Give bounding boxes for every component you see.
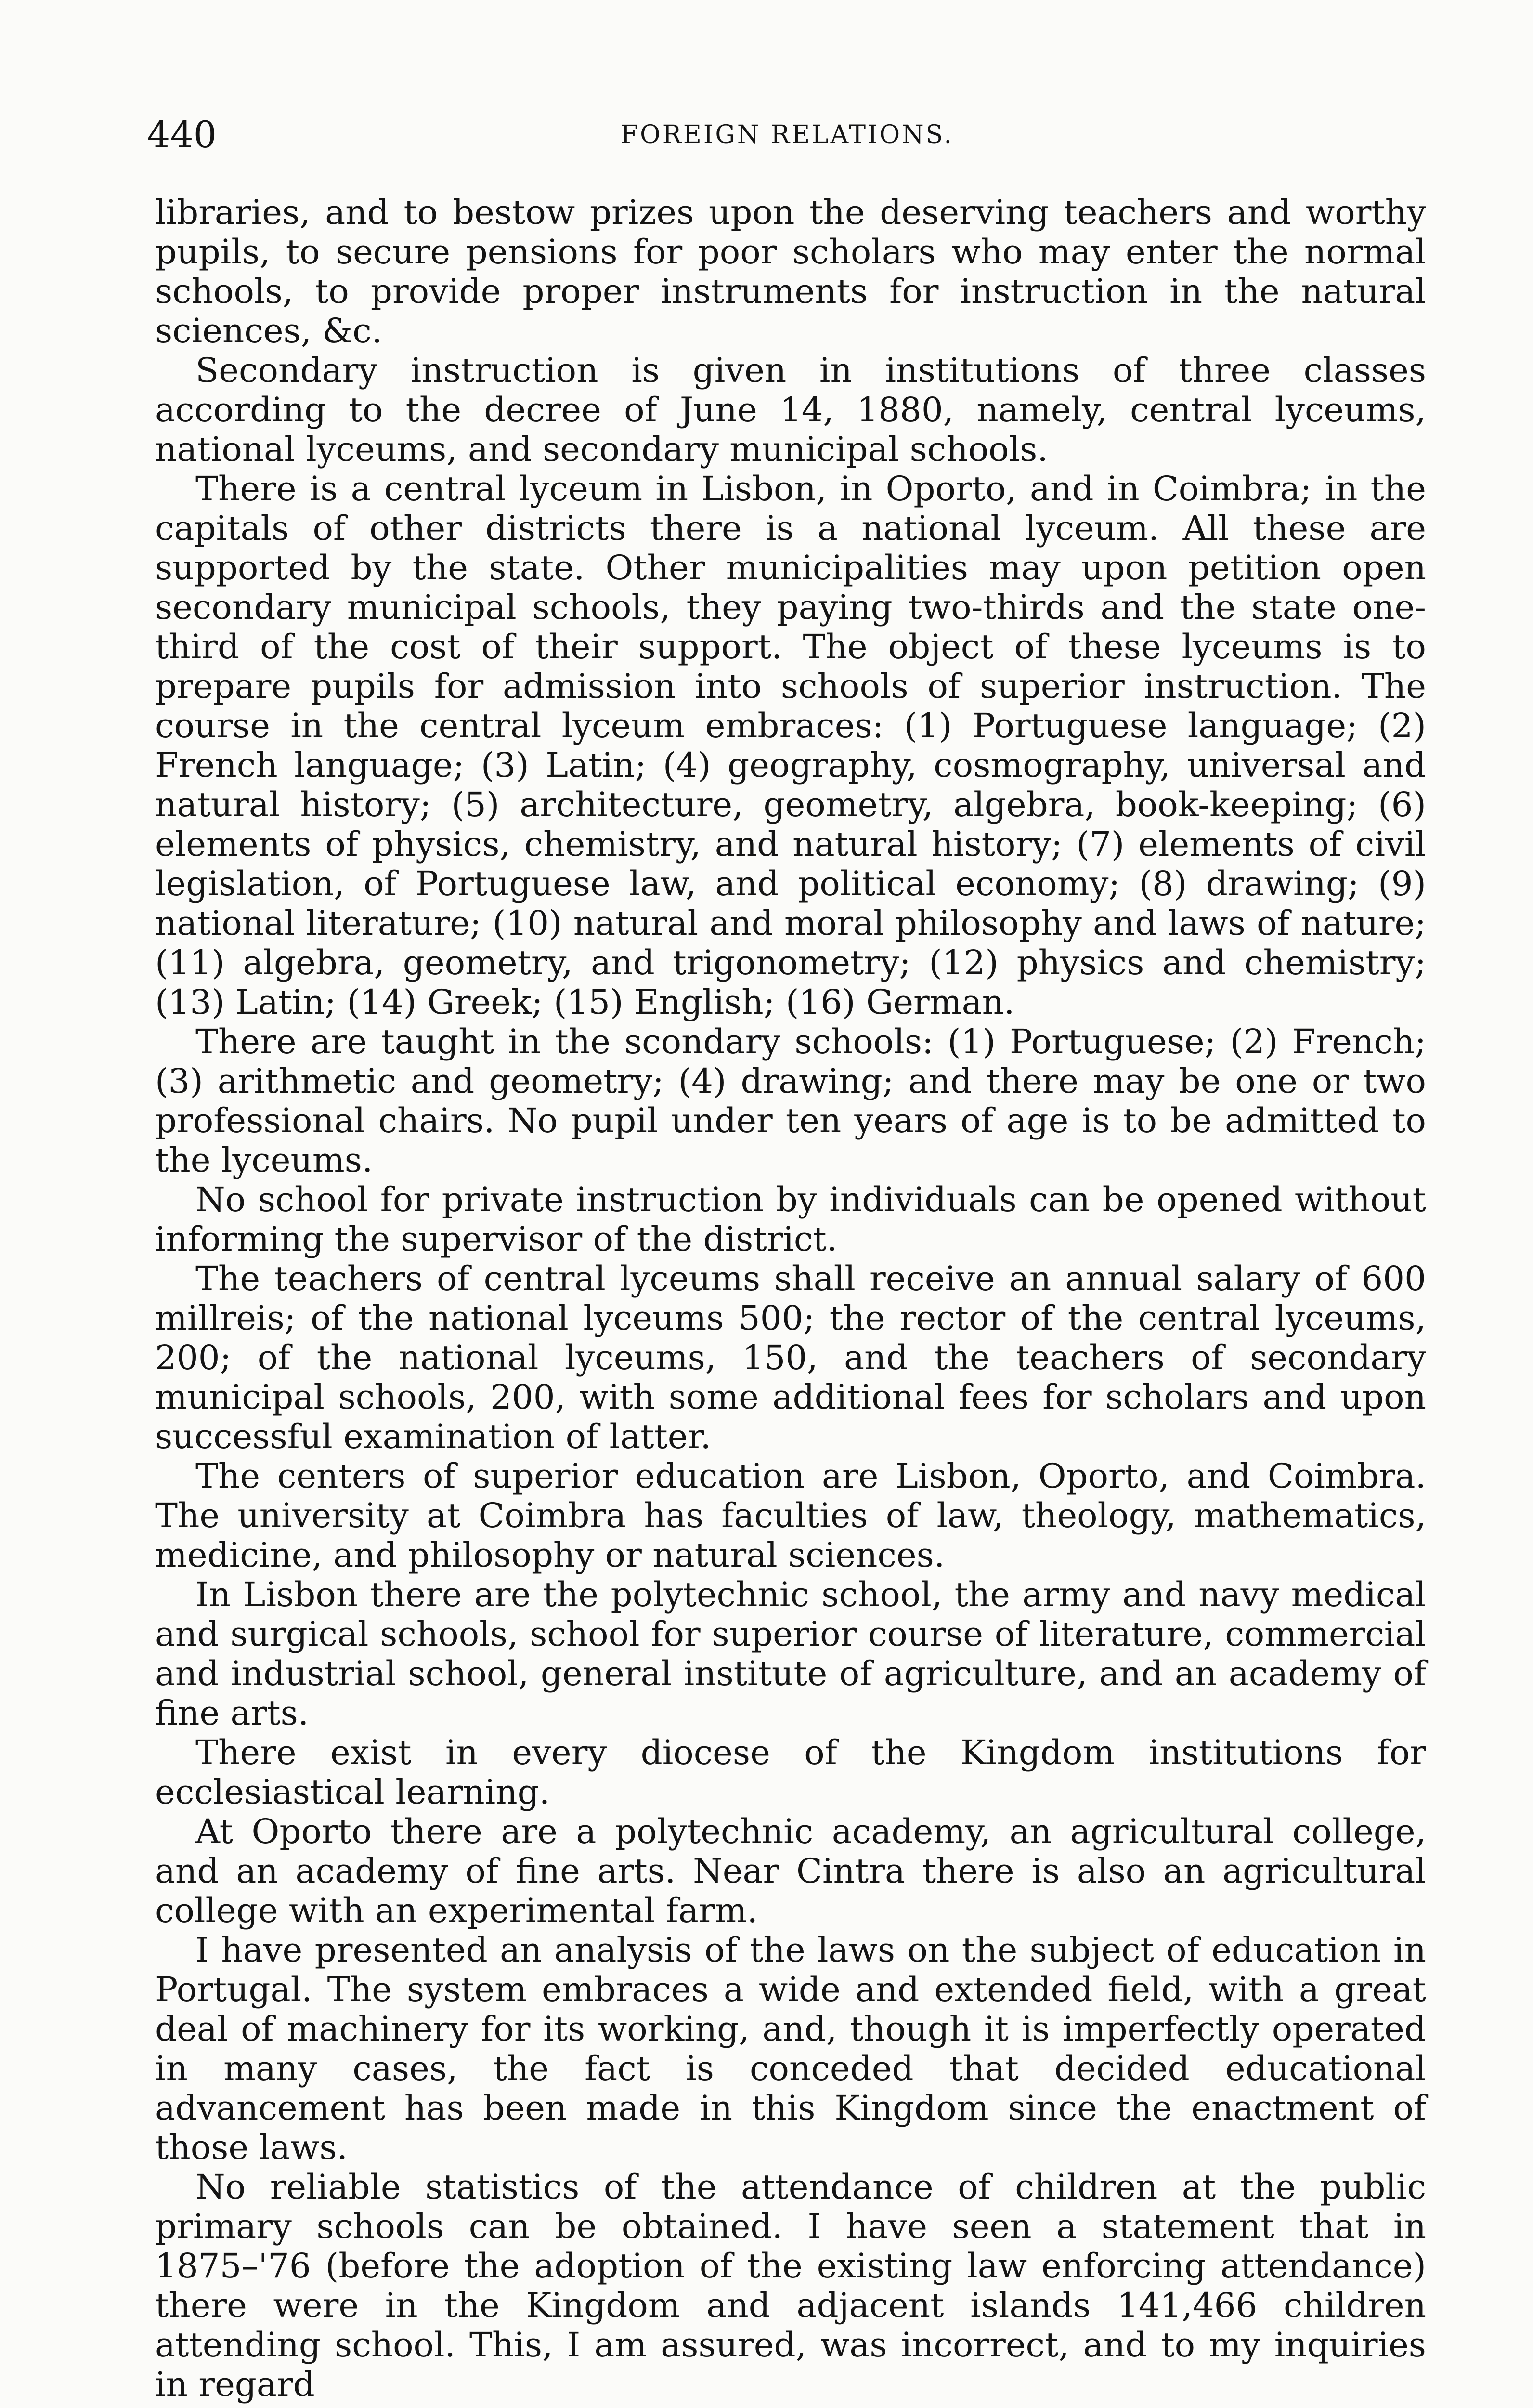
- paragraph: There is a central lyceum in Lisbon, in Oporto, and in Coimbra; in the capitals of other districts there is a national lyceum. All these are supported by the state. Other municipalities may upon petition open secondary municipal schools, they paying two-thirds and the state one-third of the cost of their support. The object of these lyceums is to prepare pupils for admission into schools of superior instruction. The course in the central lyceum embraces: (1) Portuguese language; (2) French language; (3) Latin; (4) geography, cosmography, universal and natural history; (5) architecture, geometry, algebra, book-keeping; (6) elements of physics, chemistry, and natural history; (7) elements of civil legislation, of Portuguese law, and political economy; (8) drawing; (9) national literature; (10) natural and moral philosophy and laws of nature; (11) algebra, geometry, and trigonometry; (12) physics and chemistry; (13) Latin; (14) Greek; (15) English; (16) German.: [155, 469, 1426, 1022]
- page-number: 440: [147, 113, 217, 156]
- page-header: [147, 108, 1428, 161]
- paragraph: No reliable statistics of the attendance of children at the public primary schools can be obtained. I have seen a statement that in 1875–'76 (before the adoption of the existing law enforcing attendance) there were in the Kingdom and adjacent islands 141,466 children attending school. This, I am assured, was incorrect, and to my inquiries in regard: [155, 2167, 1426, 2404]
- paragraph: There are taught in the scondary schools: (1) Portuguese; (2) French; (3) arithmetic and geometry; (4) drawing; and there may be one or two professional chairs. No pupil under ten years of age is to be admitted to the lyceums.: [155, 1022, 1426, 1180]
- body-text: [155, 193, 1426, 2404]
- running-head: FOREIGN RELATIONS.: [621, 120, 954, 149]
- paragraph: No school for private instruction by individuals can be opened without informing the supervisor of the district.: [155, 1180, 1426, 1259]
- paragraph: The teachers of central lyceums shall receive an annual salary of 600 millreis; of the national lyceums 500; the rector of the central lyceums, 200; of the national lyceums, 150, and the teachers of secondary municipal schools, 200, with some additional fees for scholars and upon successful examination of latter.: [155, 1259, 1426, 1456]
- paragraph: In Lisbon there are the polytechnic school, the army and navy medical and surgical schools, school for superior course of literature, commercial and industrial school, general institute of agriculture, and an academy of fine arts.: [155, 1575, 1426, 1733]
- paragraph: At Oporto there are a polytechnic academy, an agricultural college, and an academy of fine arts. Near Cintra there is also an agricultural college with an experimental farm.: [155, 1812, 1426, 1930]
- paragraph: Secondary instruction is given in institutions of three classes according to the decree of June 14, 1880, namely, central lyceums, national lyceums, and secondary municipal schools.: [155, 351, 1426, 469]
- paragraph: I have presented an analysis of the laws on the subject of education in Portugal. The system embraces a wide and extended field, with a great deal of machinery for its working, and, though it is imperfectly operated in many cases, the fact is conceded that decided educational advancement has been made in this Kingdom since the enactment of those laws.: [155, 1930, 1426, 2167]
- paragraph: libraries, and to bestow prizes upon the deserving teachers and worthy pupils, to secure pensions for poor scholars who may enter the normal schools, to provide proper instruments for instruction in the natural sciences, &c.: [155, 193, 1426, 351]
- paragraph: The centers of superior education are Lisbon, Oporto, and Coimbra. The university at Coimbra has faculties of law, theology, mathematics, medicine, and philosophy or natural sciences.: [155, 1456, 1426, 1575]
- paragraph: There exist in every diocese of the Kingdom institutions for ecclesiastical learning.: [155, 1733, 1426, 1812]
